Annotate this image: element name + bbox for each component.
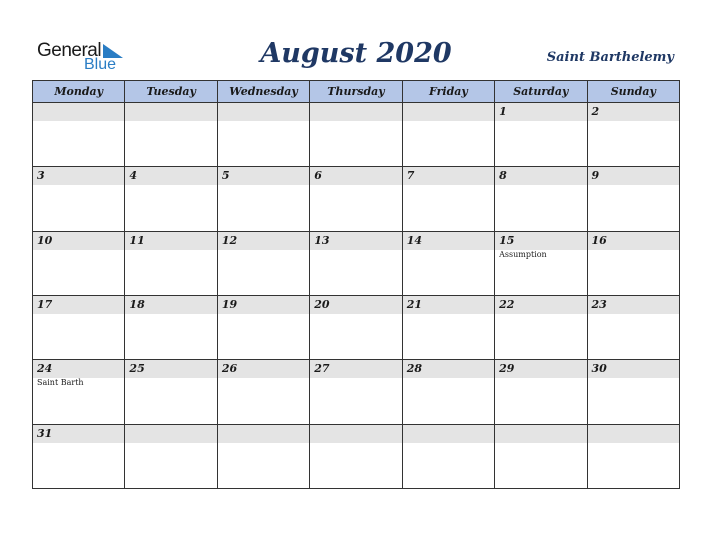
- day-band: [588, 167, 679, 185]
- day-number: 4: [129, 169, 138, 183]
- day-band: [218, 425, 309, 443]
- day-cell: [402, 360, 494, 424]
- day-band: [588, 425, 679, 443]
- day-band: [125, 425, 216, 443]
- day-cell: [310, 295, 402, 359]
- day-band: [495, 167, 586, 185]
- day-band: [403, 232, 494, 250]
- day-cell: [402, 424, 494, 488]
- day-number: 7: [406, 169, 415, 183]
- day-cell: [217, 295, 309, 359]
- day-cell: [495, 424, 587, 488]
- day-cell: [125, 167, 217, 231]
- day-cell: [587, 103, 679, 167]
- weekday-header: Sunday: [587, 81, 679, 103]
- day-cell: [125, 103, 217, 167]
- day-cell: [217, 231, 309, 295]
- day-cell: [495, 103, 587, 167]
- day-number: 28: [406, 362, 422, 376]
- day-band: [403, 103, 494, 121]
- day-band: [495, 425, 586, 443]
- day-band: [403, 296, 494, 314]
- day-band: [33, 167, 124, 185]
- day-band: [588, 296, 679, 314]
- day-number: 2: [591, 105, 600, 118]
- day-number: 17: [37, 297, 53, 311]
- day-cell: [125, 231, 217, 295]
- day-cell: [33, 295, 125, 359]
- day-cell: [33, 167, 125, 231]
- day-band: [310, 103, 401, 121]
- day-band: [310, 296, 401, 314]
- day-cell: [587, 231, 679, 295]
- day-band: [495, 296, 586, 314]
- day-band: [218, 103, 309, 121]
- day-cell: [495, 360, 587, 424]
- day-band: [33, 425, 124, 443]
- day-band: [588, 232, 679, 250]
- day-cell: [402, 103, 494, 167]
- day-cell: [495, 295, 587, 359]
- day-number: 27: [314, 362, 330, 376]
- day-cell: [402, 295, 494, 359]
- day-cell: [310, 103, 402, 167]
- day-cell: [217, 103, 309, 167]
- day-number: 30: [591, 362, 607, 376]
- day-cell: [125, 360, 217, 424]
- day-cell: [587, 424, 679, 488]
- day-number: 16: [591, 233, 607, 247]
- day-number: 23: [591, 297, 607, 311]
- day-number: 10: [37, 233, 53, 247]
- weekday-header: Saturday: [495, 81, 587, 103]
- day-number: 21: [406, 297, 422, 311]
- holiday-label: Assumption: [499, 249, 547, 259]
- week-row: [33, 103, 680, 167]
- day-band: [403, 360, 494, 378]
- day-number: 15: [499, 233, 515, 247]
- week-row: [33, 231, 680, 295]
- day-number: 12: [221, 233, 238, 247]
- day-number: 13: [314, 233, 330, 247]
- day-band: [125, 296, 216, 314]
- day-cell: [587, 360, 679, 424]
- day-band: [33, 360, 124, 378]
- calendar-title: August 2020: [260, 38, 452, 69]
- day-band: [125, 232, 216, 250]
- day-cell: [310, 167, 402, 231]
- weekday-header: Tuesday: [125, 81, 217, 103]
- day-band: [33, 103, 124, 121]
- day-number: 19: [221, 297, 238, 311]
- day-number: 1: [499, 105, 507, 118]
- logo-word-blue: Blue: [84, 56, 117, 73]
- day-band: [310, 232, 401, 250]
- day-number: 3: [37, 169, 45, 183]
- day-cell: [217, 360, 309, 424]
- weekday-header: Monday: [33, 81, 125, 103]
- week-row: [33, 295, 680, 359]
- day-number: 8: [499, 169, 507, 183]
- logo-word-general: General: [37, 40, 102, 61]
- day-band: [33, 296, 124, 314]
- day-number: 26: [221, 362, 238, 376]
- country-name: Saint Barthelemy: [546, 50, 674, 65]
- day-cell: [217, 424, 309, 488]
- weekday-header: Thursday: [310, 81, 402, 103]
- day-cell: [33, 424, 125, 488]
- day-number: 20: [314, 297, 330, 311]
- weekday-header: Wednesday: [217, 81, 309, 103]
- weekday-header-row: [33, 81, 680, 103]
- day-cell: [587, 295, 679, 359]
- day-band: [218, 232, 309, 250]
- day-cell: [310, 360, 402, 424]
- day-number: 9: [591, 169, 600, 183]
- day-cell: [310, 424, 402, 488]
- day-cell: [33, 360, 125, 424]
- weekday-header: Friday: [402, 81, 494, 103]
- day-band: [495, 360, 586, 378]
- day-band: [588, 103, 679, 121]
- day-cell: [495, 167, 587, 231]
- day-band: [310, 360, 401, 378]
- day-number: 6: [314, 169, 322, 183]
- holiday-label: Saint Barth: [37, 378, 84, 388]
- day-band: [310, 425, 401, 443]
- day-number: 11: [129, 233, 145, 247]
- week-row: [33, 167, 680, 231]
- day-number: 5: [221, 169, 230, 183]
- day-number: 18: [129, 297, 145, 311]
- day-band: [495, 103, 586, 121]
- day-cell: [217, 167, 309, 231]
- day-band: [588, 360, 679, 378]
- day-cell: [125, 424, 217, 488]
- day-cell: [495, 231, 587, 295]
- day-band: [125, 167, 216, 185]
- day-cell: [125, 295, 217, 359]
- day-band: [125, 103, 216, 121]
- day-number: 14: [406, 233, 422, 247]
- month-calendar: [32, 80, 680, 489]
- day-band: [218, 167, 309, 185]
- day-cell: [587, 167, 679, 231]
- day-band: [403, 167, 494, 185]
- day-number: 24: [37, 362, 53, 376]
- day-cell: [310, 231, 402, 295]
- day-band: [218, 360, 309, 378]
- day-band: [218, 296, 309, 314]
- day-number: 31: [37, 426, 53, 440]
- day-band: [310, 167, 401, 185]
- day-number: 25: [129, 362, 145, 376]
- day-cell: [33, 231, 125, 295]
- day-band: [403, 425, 494, 443]
- day-cell: [402, 231, 494, 295]
- day-number: 22: [499, 297, 515, 311]
- day-band: [125, 360, 216, 378]
- week-row: [33, 360, 680, 424]
- day-band: [495, 232, 586, 250]
- day-cell: [402, 167, 494, 231]
- day-number: 29: [499, 362, 515, 376]
- day-band: [33, 232, 124, 250]
- day-cell: [33, 103, 125, 167]
- week-row: [33, 424, 680, 488]
